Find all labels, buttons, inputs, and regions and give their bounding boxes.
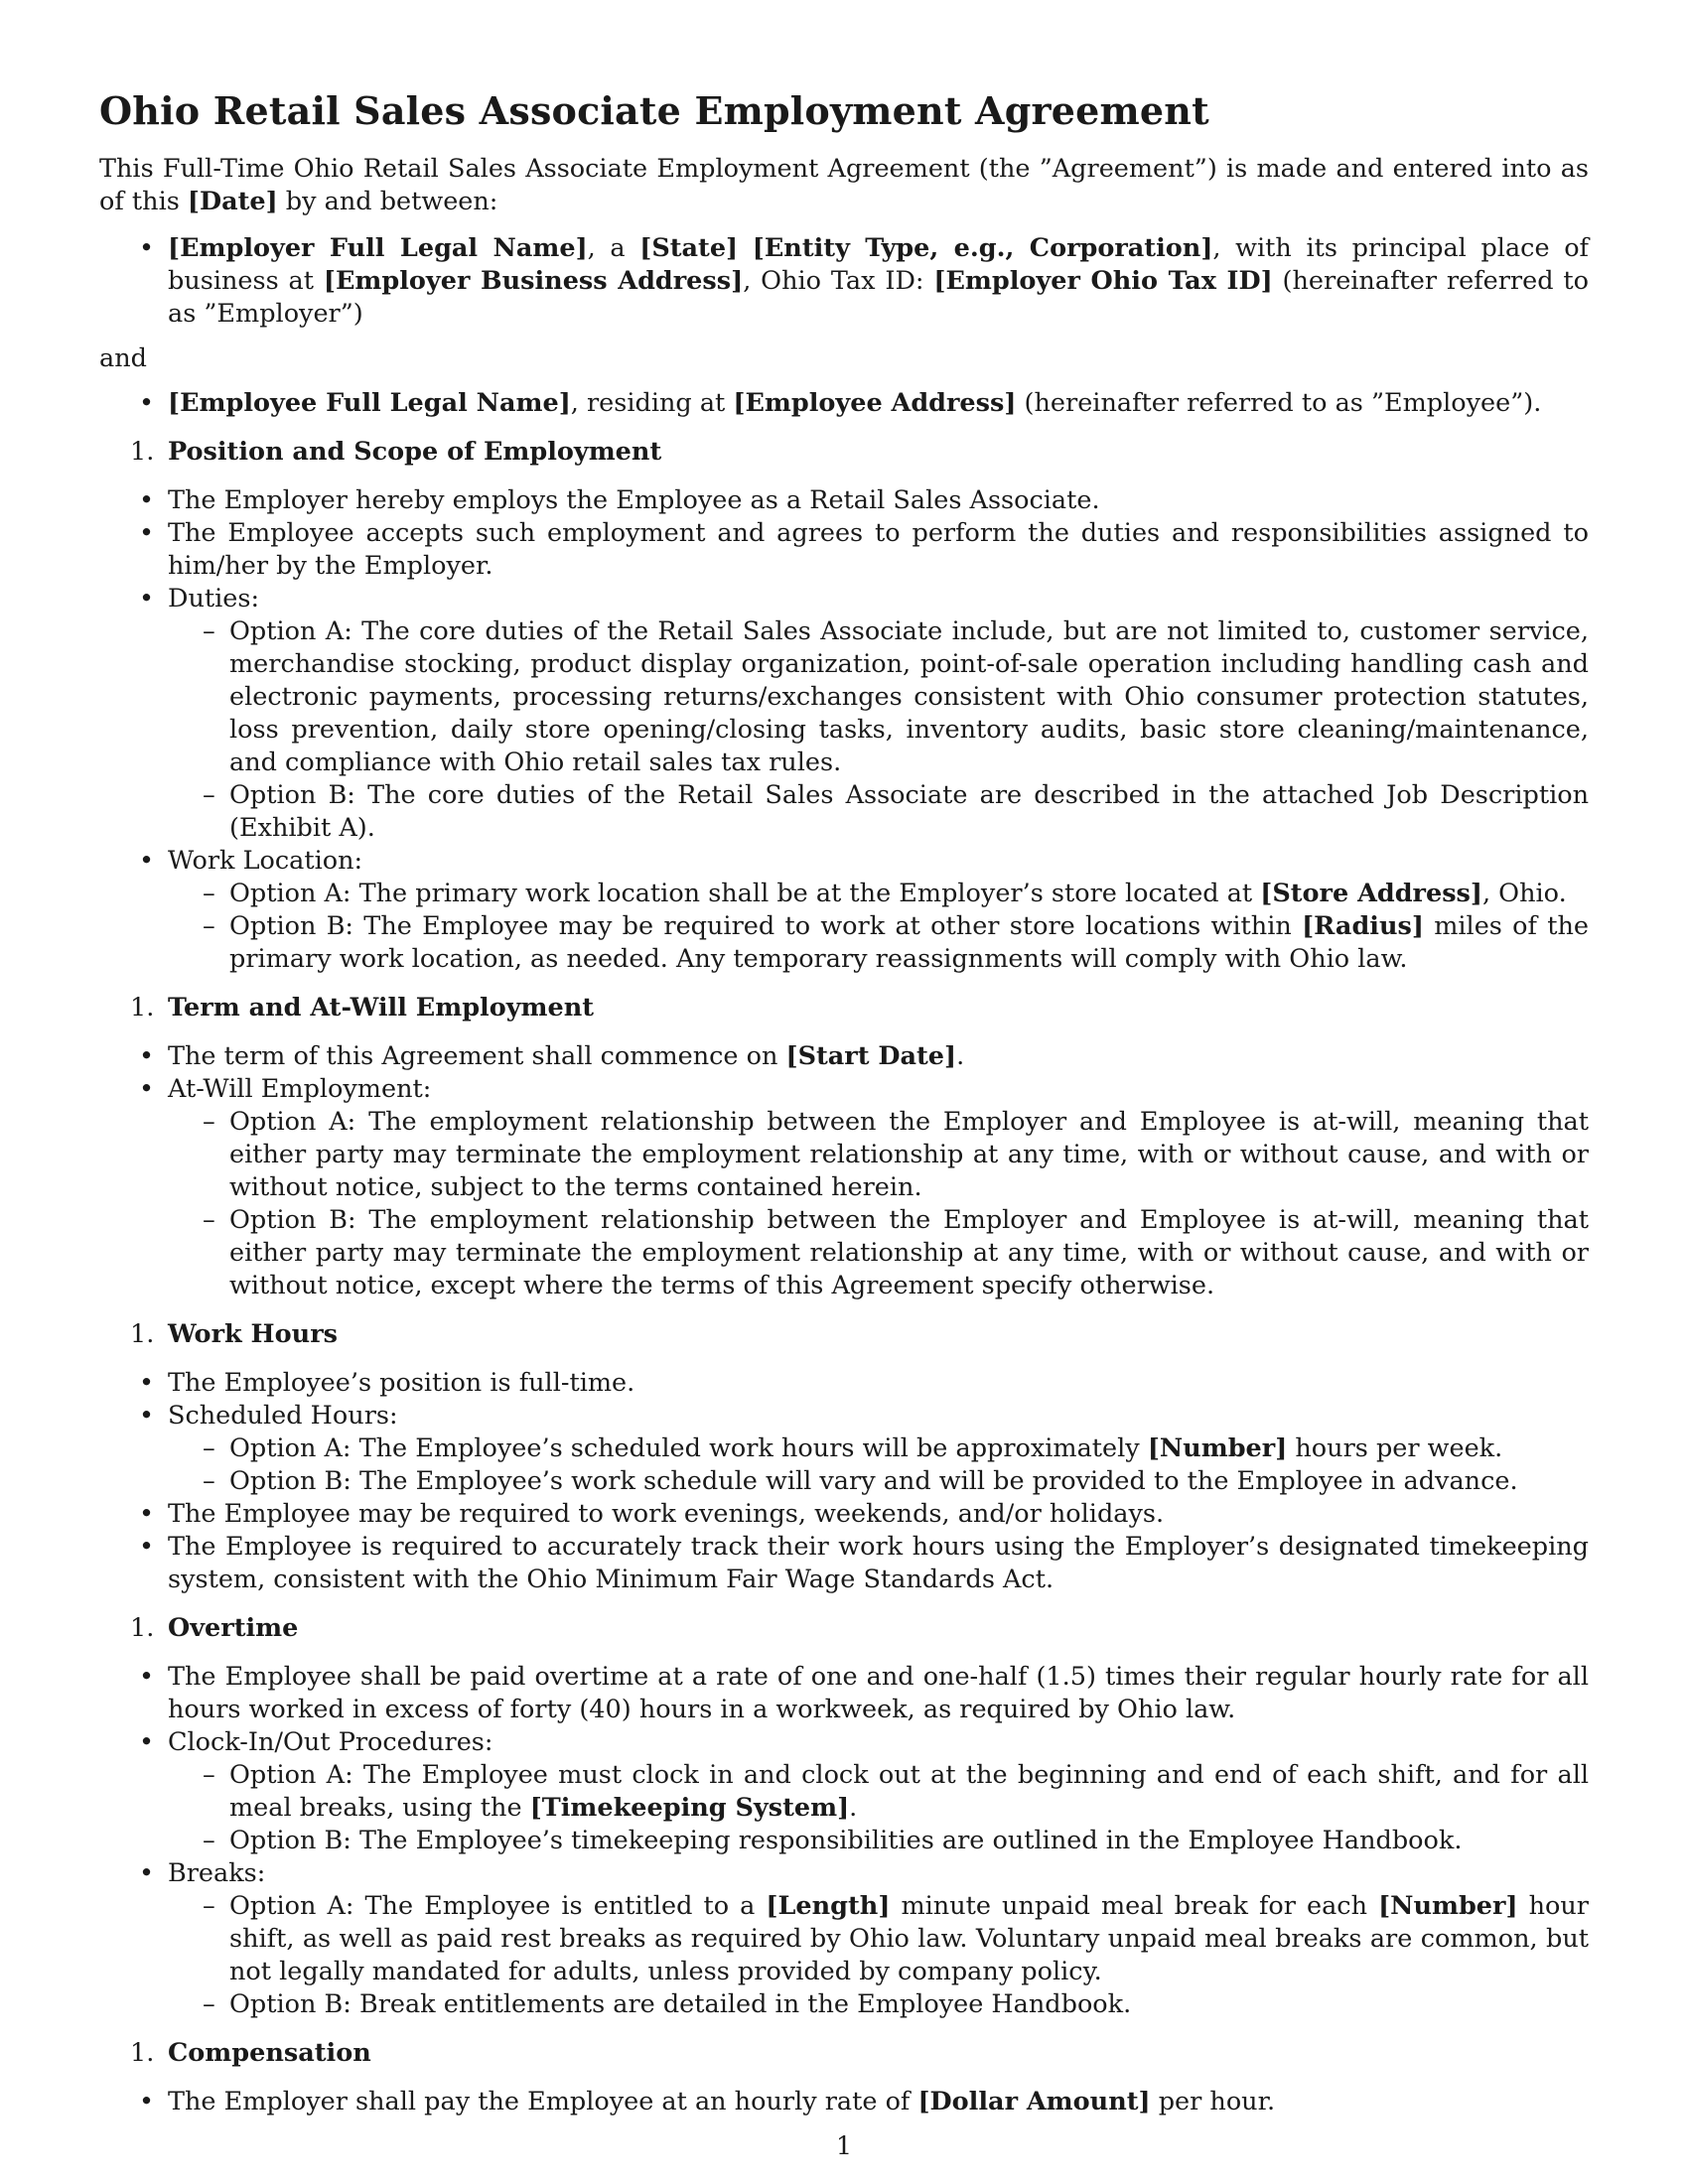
sub-list-item: – Option B: Break entitlements are detailed in the Employee Handbook. [168,1988,1589,2021]
section-heading-term: 1. Term and At-Will Employment [130,993,595,1023]
employer-name-placeholder: [Employer Full Legal Name] [168,233,588,263]
section-heading-compensation: 1. Compensation [130,2038,371,2068]
list-item: • The term of this Agreement shall commence on [Start Date]. [99,1040,1589,1073]
at-will-options [168,1106,1589,1302]
sub-list-item: – Option B: The employment relationship between the Employer and Employee is at-will, meaning that either party may terminate the employment relationship at any time, with or without cause, and with or without notice, except where the terms of this Agreement specify otherwise. [168,1204,1589,1302]
list-item: • At-Will Employment: – Option A: The employment relationship between the Employer and Employee is at-will, meaning that either party may terminate the employment relationship at any time, with or without cause, and with or without notice, subject to the terms contained herein. – Option B: The employment relationship between the Employer and Employee is at-will, meaning that either party may terminate the employment relationship at any time, with or without cause, and with or without notice, except where the terms of this Agreement specify otherwise. [99,1073,1589,1302]
start-date-placeholder: [Start Date] [785,1041,957,1071]
sub-list-item: – Option B: The core duties of the Retail Sales Associate are described in the attached Job Description (Exhibit A). [168,779,1589,845]
list-item: • The Employee shall be paid overtime at a rate of one and one-half (1.5) times their regular hourly rate for all hours worked in excess of forty (40) hours in a workweek, as required by Ohio law. [99,1661,1589,1726]
radius-placeholder: [Radius] [1302,911,1424,941]
employee-name-placeholder: [Employee Full Legal Name] [168,388,571,418]
work-location-options [168,878,1589,976]
page-number: 1 [835,2131,853,2161]
list-item: • Duties: – Option A: The core duties of the Retail Sales Associate include, but are not limited to, customer service, merchandise stocking, product display organization, point-of-sale operation including handling cash and electronic payments, processing returns/exchanges consistent with Ohio consumer protection statutes, loss prevention, daily store opening/closing tasks, inventory audits, basic store cleaning/maintenance, and compliance with Ohio retail sales tax rules. – Option B: The core duties of the Retail Sales Associate are described in the attached Job Description (Exhibit A). [99,583,1589,845]
section-list-position [99,484,1589,976]
breaks-options [168,1890,1589,2021]
employer-party-item: • [Employer Full Legal Name], a [State] [Entity Type, e.g., Corporation], with its principal place of business at [Employer Business Address], Ohio Tax ID: [Employer Ohio Tax ID] (hereinafter referred to as ”Employer”) [99,232,1589,331]
section-number: 1. [130,1319,155,1349]
section-number: 1. [130,2038,155,2068]
clock-in-options [168,1759,1589,1857]
employer-address-placeholder: [Employer Business Address] [323,266,744,296]
list-item: • Clock-In/Out Procedures: – Option A: The Employee must clock in and clock out at the beginning and end of each shift, and for all meal breaks, using the [Timekeeping System]. – Option B: The Employee’s timekeeping responsibilities are outlined in the Employee Handbook. [99,1726,1589,1857]
employer-tax-id-placeholder: [Employer Ohio Tax ID] [933,266,1273,296]
store-address-placeholder: [Store Address] [1260,879,1482,908]
list-item: • The Employee accepts such employment and agrees to perform the duties and responsibilities assigned to him/her by the Employer. [99,517,1589,583]
section-list-compensation [99,2086,1589,2118]
section-number: 1. [130,1613,155,1643]
timekeeping-system-placeholder: [Timekeeping System] [529,1793,850,1823]
list-item: • The Employer shall pay the Employee at an hourly rate of [Dollar Amount] per hour. [99,2086,1589,2118]
section-heading-overtime: 1. Overtime [130,1613,299,1643]
list-item: • The Employee may be required to work evenings, weekends, and/or holidays. [99,1498,1589,1531]
section-list-term [99,1040,1589,1302]
date-placeholder: [Date] [187,187,278,216]
sub-list-item: – Option A: The Employee must clock in and clock out at the beginning and end of each shift, and for all meal breaks, using the [Timekeeping System]. [168,1759,1589,1825]
document-page [99,87,1589,2118]
employee-party-list [99,387,1589,420]
section-list-work-hours [99,1367,1589,1596]
employer-party-list [99,232,1589,331]
section-number: 1. [130,437,155,467]
sub-list-item: – Option A: The Employee’s scheduled work hours will be approximately [Number] hours per week. [168,1433,1589,1465]
sub-list-item: – Option B: The Employee may be required to work at other store locations within [Radius] miles of the primary work location, as needed. Any temporary reassignments will comply with Ohio law. [168,910,1589,976]
state-placeholder: [State] [639,233,739,263]
break-length-placeholder: [Length] [766,1891,891,1921]
sub-list-item: – Option A: The employment relationship between the Employer and Employee is at-will, meaning that either party may terminate the employment relationship at any time, with or without cause, and with or without notice, subject to the terms contained herein. [168,1106,1589,1204]
sub-list-item: – Option A: The Employee is entitled to a [Length] minute unpaid meal break for each [Number] hour shift, as well as paid rest breaks as required by Ohio law. Voluntary unpaid meal breaks are common, but not legally mandated for adults, unless provided by company policy. [168,1890,1589,1988]
list-item: • Breaks: – Option A: The Employee is entitled to a [Length] minute unpaid meal break for each [Number] hour shift, as well as paid rest breaks as required by Ohio law. Voluntary unpaid meal breaks are common, but not legally mandated for adults, unless provided by company policy. – Option B: Break entitlements are detailed in the Employee Handbook. [99,1857,1589,2021]
intro-paragraph: This Full-Time Ohio Retail Sales Associate Employment Agreement (the ”Agreement”) is made and entered into as of this [Date] by and between: [99,154,1589,216]
list-item: • Scheduled Hours: – Option A: The Employee’s scheduled work hours will be approximately [Number] hours per week. – Option B: The Employee’s work schedule will vary and will be provided to the Employee in advance. [99,1400,1589,1498]
duties-options [168,615,1589,845]
list-item: • Work Location: – Option A: The primary work location shall be at the Employer’s store located at [Store Address], Ohio. – Option B: The Employee may be required to work at other store locations within [Radius] miles of the primary work location, as needed. Any temporary reassignments will comply with Ohio law. [99,845,1589,976]
sub-list-item: – Option A: The core duties of the Retail Sales Associate include, but are not limited to, customer service, merchandise stocking, product display organization, point-of-sale operation including handling cash and electronic payments, processing returns/exchanges consistent with Ohio consumer protection statutes, loss prevention, daily store opening/closing tasks, inventory audits, basic store cleaning/maintenance, and compliance with Ohio retail sales tax rules. [168,615,1589,779]
section-heading-position: 1. Position and Scope of Employment [130,437,662,467]
shift-number-placeholder: [Number] [1378,1891,1518,1921]
list-item: • The Employee is required to accurately track their work hours using the Employer’s designated timekeeping system, consistent with the Ohio Minimum Fair Wage Standards Act. [99,1531,1589,1596]
list-item: • The Employee’s position is full-time. [99,1367,1589,1400]
employee-address-placeholder: [Employee Address] [733,388,1017,418]
employee-party-item: • [Employee Full Legal Name], residing at [Employee Address] (hereinafter referred to as ”Employee”). [99,387,1589,420]
document-title: Ohio Retail Sales Associate Employment Agreement [99,88,1209,133]
list-item: • The Employer hereby employs the Employee as a Retail Sales Associate. [99,484,1589,517]
hours-number-placeholder: [Number] [1147,1433,1288,1463]
dollar-amount-placeholder: [Dollar Amount] [917,2087,1151,2116]
and-connector: and [99,343,147,373]
sub-list-item: – Option A: The primary work location shall be at the Employer’s store located at [Store Address], Ohio. [168,878,1589,910]
sub-list-item: – Option B: The Employee’s timekeeping responsibilities are outlined in the Employee Handbook. [168,1825,1589,1857]
sub-list-item: – Option B: The Employee’s work schedule will vary and will be provided to the Employee in advance. [168,1465,1589,1498]
section-heading-work-hours: 1. Work Hours [130,1319,338,1349]
section-number: 1. [130,993,155,1023]
section-list-overtime [99,1661,1589,2021]
entity-type-placeholder: [Entity Type, e.g., Corporation] [752,233,1213,263]
scheduled-hours-options [168,1433,1589,1498]
